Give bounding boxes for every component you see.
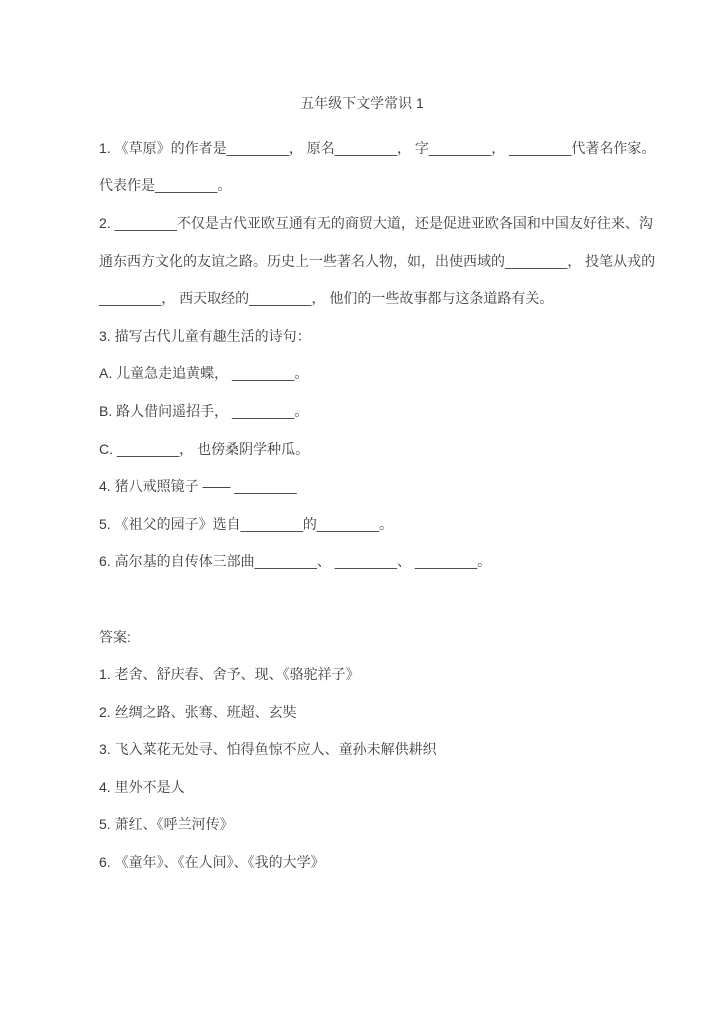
answer-line-4: 4. 里外不是人 (99, 778, 185, 795)
question-3-item-a: A. 儿童急走追黄蝶， ________。 (99, 365, 309, 382)
question-1-line-1: 1. 《草原》的作者是________， 原名________， 字________， ________代著名作家。 (99, 139, 656, 156)
question-4: 4. 猪八戒照镜子 —— ________ (99, 478, 297, 495)
question-6: 6. 高尔基的自传体三部曲________、 ________、 ________。 (99, 553, 492, 570)
question-2-line-3: ________， 西天取经的________， 他们的一些故事都与这条道路有关。 (99, 290, 554, 307)
answer-line-2: 2. 丝绸之路、张骞、班超、玄奘 (99, 703, 297, 720)
document-title: 五年级下文学常识 1 (300, 95, 424, 111)
question-1-line-2: 代表作是________。 (99, 177, 232, 194)
question-5: 5. 《祖父的园子》选自________的________。 (99, 515, 394, 532)
question-3-heading: 3. 描写古代儿童有趣生活的诗句： (99, 327, 311, 344)
answer-line-1: 1. 老舍、舒庆春、舍予、现、《骆驼祥子》 (99, 666, 360, 683)
answer-line-5: 5. 萧红、《呼兰河传》 (99, 816, 234, 833)
question-3-item-b: B. 路人借问遥招手， ________。 (99, 402, 309, 419)
answer-line-3: 3. 飞入菜花无处寻、怕得鱼惊不应人、童孙未解供耕织 (99, 741, 437, 758)
question-2-line-2: 通东西方文化的友谊之路。历史上一些著名人物，如，出使西域的________， 投笔从戎的 (99, 252, 656, 269)
question-3-item-c: C. ________， 也傍桑阴学种瓜。 (99, 440, 310, 457)
question-2-line-1: 2. ________不仅是古代亚欧互通有无的商贸大道，还是促进亚欧各国和中国友好往来、沟 (99, 214, 653, 231)
document-body (99, 129, 656, 881)
answer-line-6: 6. 《童年》、《在人间》、《我的大学》 (99, 854, 325, 871)
answer-heading: 答案: (99, 628, 131, 645)
section-gap (99, 580, 629, 618)
